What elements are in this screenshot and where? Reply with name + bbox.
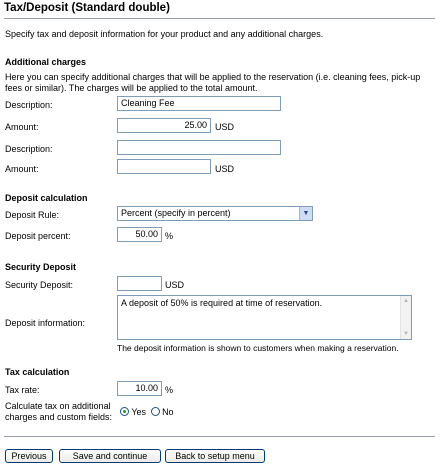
amount-1-input[interactable]: 25.00 <box>117 118 211 133</box>
deposit-percent-unit: % <box>165 231 174 241</box>
additional-charges-heading: Additional charges <box>5 57 87 67</box>
amount-1-currency: USD <box>215 122 235 132</box>
textarea-scrollbar[interactable] <box>400 296 411 339</box>
previous-button[interactable]: Previous <box>5 449 53 463</box>
tax-rate-unit: % <box>165 385 174 395</box>
security-deposit-input[interactable] <box>117 276 162 291</box>
deposit-rule-label: Deposit Rule: <box>5 210 60 220</box>
tax-calculation-heading: Tax calculation <box>5 367 70 377</box>
title-divider <box>4 18 435 19</box>
page-title: Tax/Deposit (Standard double) <box>4 2 170 14</box>
no-radio-label[interactable]: No <box>162 407 174 417</box>
description-2-label: Description: <box>5 144 53 154</box>
deposit-percent-label: Deposit percent: <box>5 231 71 241</box>
deposit-rule-select[interactable] <box>117 206 313 221</box>
deposit-calculation-heading: Deposit calculation <box>5 193 88 203</box>
amount-2-label: Amount: <box>5 164 39 174</box>
amount-2-currency: USD <box>215 164 235 174</box>
deposit-rule-value: Percent (specify in percent) <box>121 208 231 218</box>
yes-radio[interactable] <box>120 407 129 416</box>
back-to-setup-menu-button[interactable]: Back to setup menu <box>165 449 265 463</box>
chevron-down-icon[interactable]: ▼ <box>299 207 312 220</box>
page-intro: Specify tax and deposit information for your product and any additional charges. <box>5 29 324 39</box>
save-and-continue-button[interactable]: Save and continue <box>59 449 161 463</box>
description-1-label: Description: <box>5 100 53 110</box>
security-deposit-label: Security Deposit: <box>5 280 74 290</box>
description-1-input[interactable]: Cleaning Fee <box>117 96 281 111</box>
scroll-up-icon[interactable]: ▲ <box>403 298 409 304</box>
deposit-percent-input[interactable]: 50.00 <box>117 227 162 242</box>
additional-charges-description: Here you can specify additional charges that will be applied to the reservation (i.e. cleaning fees, pick-up fees or similar). The charges will be applied to the total amount. <box>5 72 421 93</box>
amount-1-label: Amount: <box>5 122 39 132</box>
deposit-info-text: A deposit of 50% is required at time of reservation. <box>121 298 323 308</box>
description-2-input[interactable] <box>117 140 281 155</box>
tax-rate-input[interactable]: 10.00 <box>117 381 162 396</box>
yes-radio-label[interactable]: Yes <box>131 407 147 417</box>
security-deposit-heading: Security Deposit <box>5 262 77 272</box>
tax-apply-radio-group <box>120 407 174 417</box>
tax-rate-label: Tax rate: <box>5 385 40 395</box>
tax-apply-label: Calculate tax on additional charges and custom fields: <box>5 401 113 422</box>
scroll-down-icon[interactable]: ▼ <box>403 331 409 337</box>
no-radio[interactable] <box>151 407 160 416</box>
deposit-info-note: The deposit information is shown to customers when making a reservation. <box>117 343 399 353</box>
footer-divider <box>4 436 435 437</box>
amount-2-input[interactable] <box>117 159 211 174</box>
deposit-info-label: Deposit information: <box>5 318 86 328</box>
security-deposit-currency: USD <box>165 280 185 290</box>
deposit-info-textarea[interactable] <box>117 295 412 340</box>
